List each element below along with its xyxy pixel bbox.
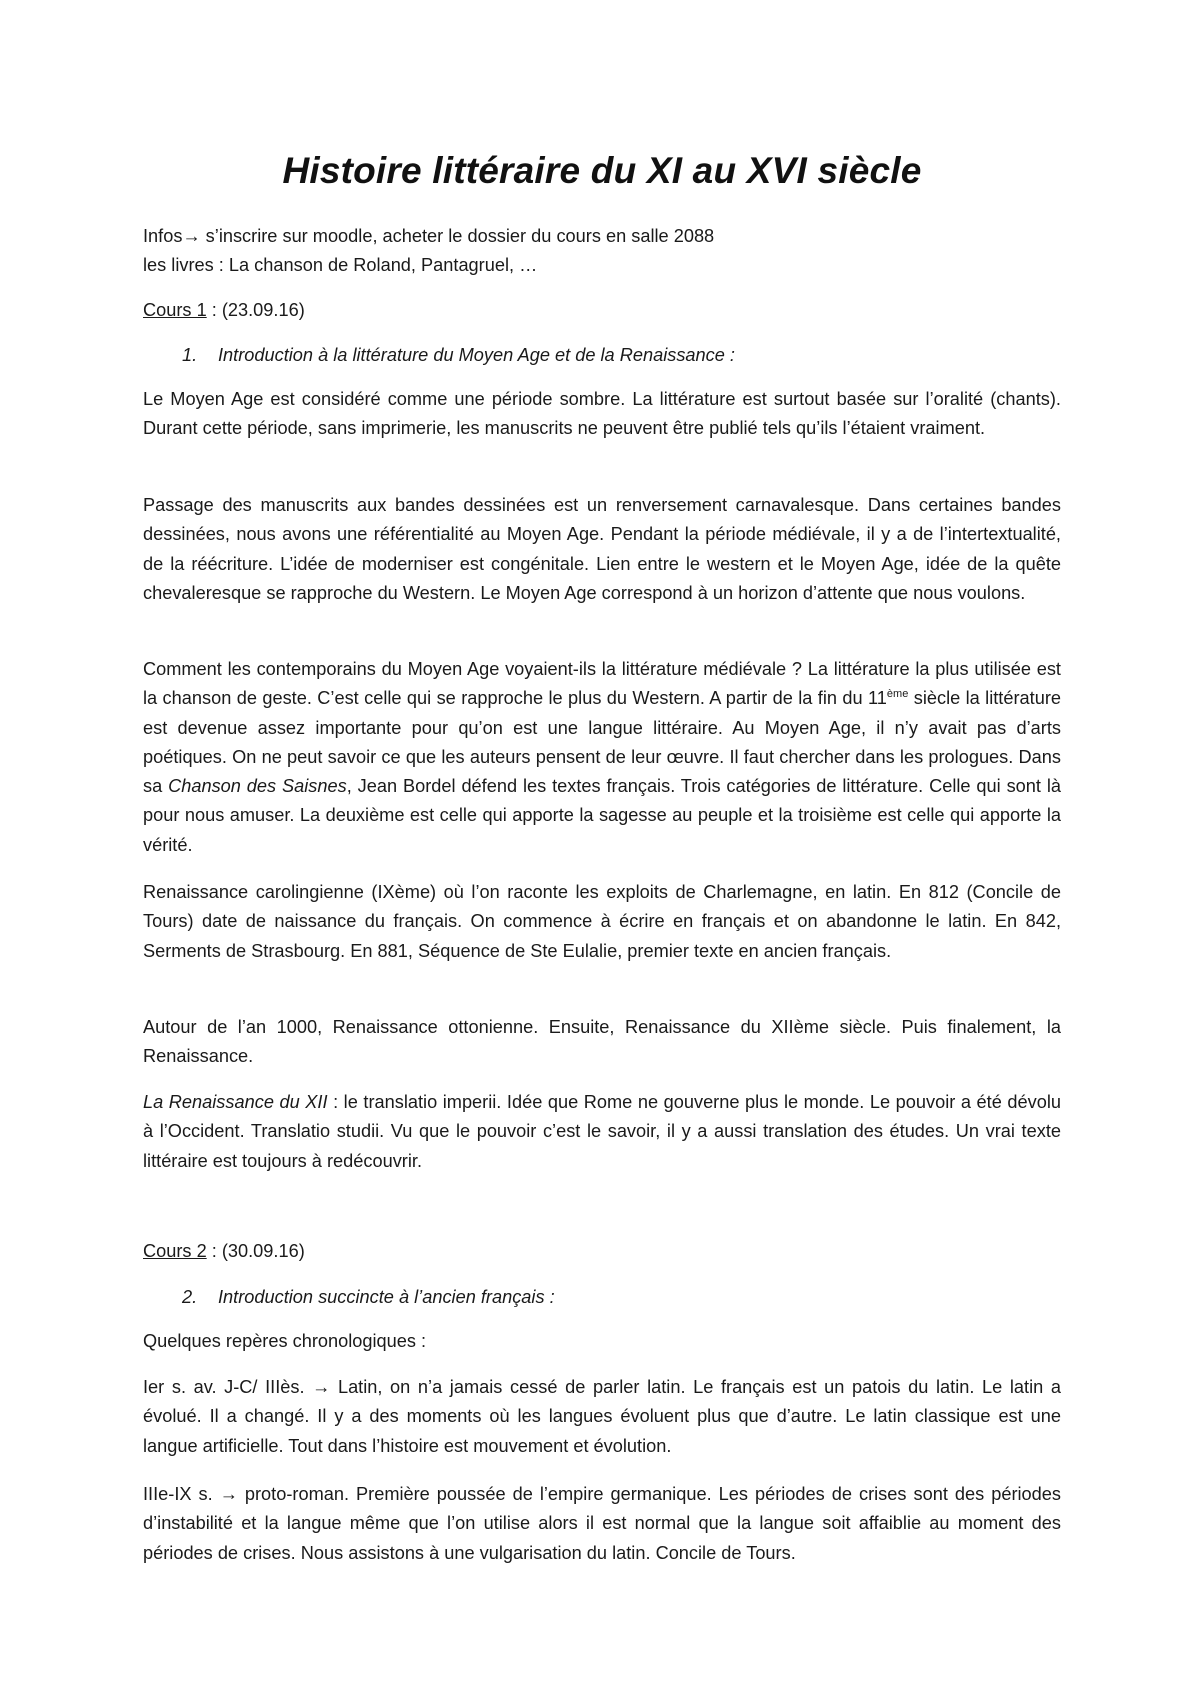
infos-block [143, 222, 1061, 280]
cours-1-paragraph-2: Passage des manuscrits aux bandes dessinées est un renversement carnavalesque. Dans certaines bandes dessinées, nous avons une référentialité au Moyen Age. Pendant la période médiévale, il y a de l’intertextualité, de la réécriture. L’idée de moderniser est congénitale. Lien entre le western et le Moyen Age, idée de la quête chevaleresque se rapproche du Western. Le Moyen Age correspond à un horizon d’attente que nous voulons. [143, 495, 1061, 603]
cours-1-paragraph-4: Renaissance carolingienne (IXème) où l’on raconte les exploits de Charlemagne, en latin. En 812 (Concile de Tours) date de naissance du français. On commence à écrire en français et on abandonne le latin. En 842, Serments de Strasbourg. En 881, Séquence de Ste Eulalie, premier texte en ancien français. [143, 882, 1061, 961]
cours-1-paragraph-6 [143, 1088, 1061, 1176]
cours-2-paragraph-3-b: proto-roman. Première poussée de l’empire germanique. Les périodes de crises sont des périodes d’instabilité et la langue même que l’on utilise alors il est normal que la langue soit affaiblie au moment des périodes de crises. Nous assistons à une vulgarisation du latin. Concile de Tours. [143, 1484, 1061, 1563]
cours-1-paragraph-1: Le Moyen Age est considéré comme une période sombre. La littérature est surtout basée sur l’oralité (chants). Durant cette période, sans imprimerie, les manuscrits ne peuvent être publié tels qu’ils l’étaient vraiment. [143, 389, 1061, 439]
cours-2-paragraph-3 [143, 1480, 1061, 1568]
cours-2-label: Cours 2 [143, 1241, 207, 1261]
cours-2-paragraph-3-a: IIIe-IX s. [143, 1484, 220, 1504]
infos-line-1 [143, 222, 1061, 251]
book-title-chanson-des-saisnes: Chanson des Saisnes [168, 776, 347, 797]
section-1-heading [143, 341, 1100, 370]
section-1-title: Introduction à la littérature du Moyen Age et de la Renaissance : [218, 345, 735, 365]
cours-2-paragraph-2-a: Ier s. av. J-C/ IIIès. [143, 1377, 313, 1397]
section-2-number: 2. [182, 1287, 198, 1307]
cours-1-paragraph-3-b: siècle la littérature est devenue assez importante pour qu’on est une langue littéraire. Au Moyen Age, il n’y avait pas d’arts poétiques. On ne peut savoir ce que les auteurs pensent de leur œuvre. Il faut chercher dans les prologues. Dans sa [143, 688, 1061, 797]
section-1-number: 1. [182, 345, 198, 365]
cours-2-paragraph-2 [143, 1373, 1061, 1461]
superscript-eme: ème [886, 688, 909, 701]
cours-1-paragraph-3-a: Comment les contemporains du Moyen Age voyaient-ils la littérature médiévale ? La littérature la plus utilisée est la chanson de geste. C’est celle qui se rapproche le plus du Western. A partir de la fin du 11 [143, 659, 1061, 709]
infos-prefix: Infos [143, 226, 183, 246]
cours-2-date: : (30.09.16) [206, 1241, 305, 1261]
cours-2-header [143, 1237, 1061, 1266]
cours-1-header [143, 296, 1061, 325]
section-2-heading [143, 1283, 1100, 1312]
cours-1-date: : (23.09.16) [206, 300, 305, 320]
cours-1-paragraph-3 [143, 655, 1061, 860]
cours-1-paragraph-6-rest: : le translatio imperii. Idée que Rome ne gouverne plus le monde. Le pouvoir a été dévolu à l’Occident. Translatio studii. Vu que le pouvoir c’est le savoir, il y a aussi translation des études. Un vrai texte littéraire est toujours à redécouvrir. [143, 1092, 1061, 1171]
cours-2-paragraph-2-b: Latin, on n’a jamais cessé de parler latin. Le français est un patois du latin. Le latin a évolué. Il a changé. Il y a des moments où les langues évoluent plus que d’autre. Le latin classique est une langue artificielle. Tout dans l’histoire est mouvement et évolution. [143, 1377, 1061, 1456]
cours-1-paragraph-6-italic: La Renaissance du XII [143, 1092, 328, 1112]
section-2-title: Introduction succincte à l’ancien français : [218, 1287, 555, 1307]
infos-line-2: les livres : La chanson de Roland, Pantagruel, … [143, 255, 538, 275]
arrow-icon: → [219, 1484, 238, 1504]
cours-1-paragraph-5: Autour de l’an 1000, Renaissance ottonienne. Ensuite, Renaissance du XIIème siècle. Puis finalement, la Renaissance. [143, 1017, 1061, 1067]
cours-2-paragraph-1: Quelques repères chronologiques : [143, 1331, 427, 1351]
cours-1-paragraph-3-c: , Jean Bordel défend les textes français. Trois catégories de littérature. Celle qui sont là pour nous amuser. La deuxième est celle qui apporte la sagesse au peuple et la troisième est celle qui apporte la vérité. [143, 776, 1062, 855]
document-title: Histoire littéraire du XI au XVI siècle [282, 150, 922, 191]
arrow-icon: → [182, 226, 201, 246]
cours-1-label: Cours 1 [143, 300, 207, 320]
infos-line-1-text: s’inscrire sur moodle, acheter le dossier du cours en salle 2088 [200, 226, 715, 246]
arrow-icon: → [312, 1377, 331, 1397]
